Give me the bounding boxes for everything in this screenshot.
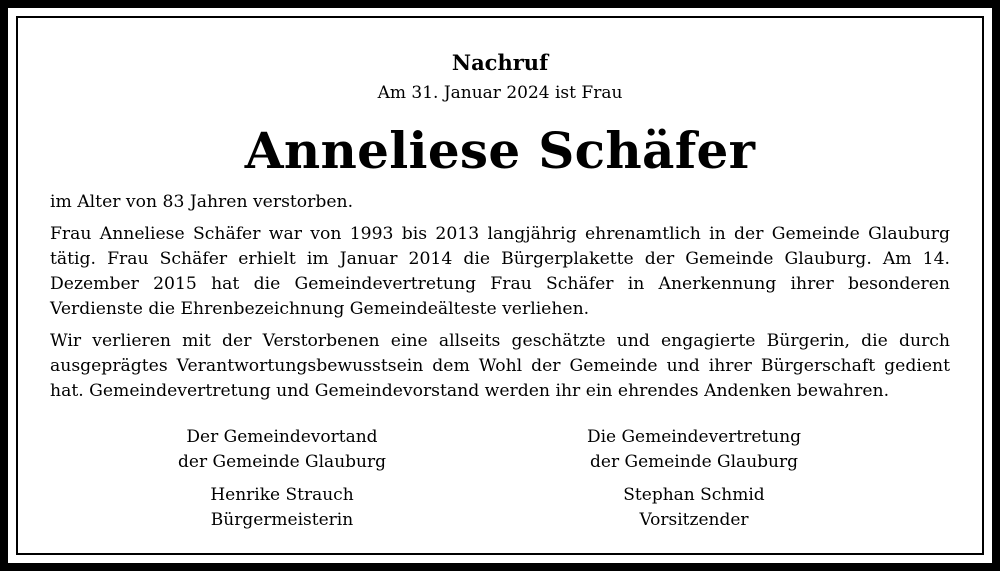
age-statement: im Alter von 83 Jahren verstorben. <box>50 192 354 212</box>
signature-left-body: Der Gemeindevortand <box>186 427 378 447</box>
signature-left-municipality: der Gemeinde Glauburg <box>178 452 386 472</box>
tribute-paragraph: Wir verlieren mit der Verstorbenen eine allseits geschätzte und engagierte Bürgerin, die durch ausgeprägtes Verantwortungsbewusstsein dem Wohl der Gemeinde und ihrer Bürgerschaft gedient hat. Gemeindevertretung und Gemeindevorstand werden ihr ein ehrendes Andenken bewahren. <box>50 331 950 401</box>
obituary-content <box>50 48 950 404</box>
signature-right <box>524 425 864 533</box>
biography-paragraph: Frau Anneliese Schäfer war von 1993 bis 2013 langjährig ehrenamtlich in der Gemeinde Glauburg tätig. Frau Schäfer erhielt im Januar 2014 die Bürgerplakette der Gemeinde Glauburg. Am 14. Dezember 2015 hat die Gemeindevertretung Frau Schäfer in Anerkennung ihrer besonderen Verdienste die Ehrenbezeichnung Gemeindeälteste verliehen. <box>50 224 950 319</box>
signature-right-role: Vorsitzender <box>639 510 749 530</box>
signature-right-body: Die Gemeindevertretung <box>586 427 802 447</box>
signature-left-person: Henrike Strauch <box>210 485 354 505</box>
deceased-name: Anneliese Schäfer <box>244 121 756 180</box>
signature-left-role: Bürgermeisterin <box>210 510 354 530</box>
signature-right-municipality: der Gemeinde Glauburg <box>590 452 798 472</box>
signature-left <box>112 425 452 533</box>
signature-right-person: Stephan Schmid <box>623 485 765 505</box>
notice-intro: Am 31. Januar 2024 ist Frau <box>377 83 623 103</box>
notice-heading: Nachruf <box>451 50 549 75</box>
